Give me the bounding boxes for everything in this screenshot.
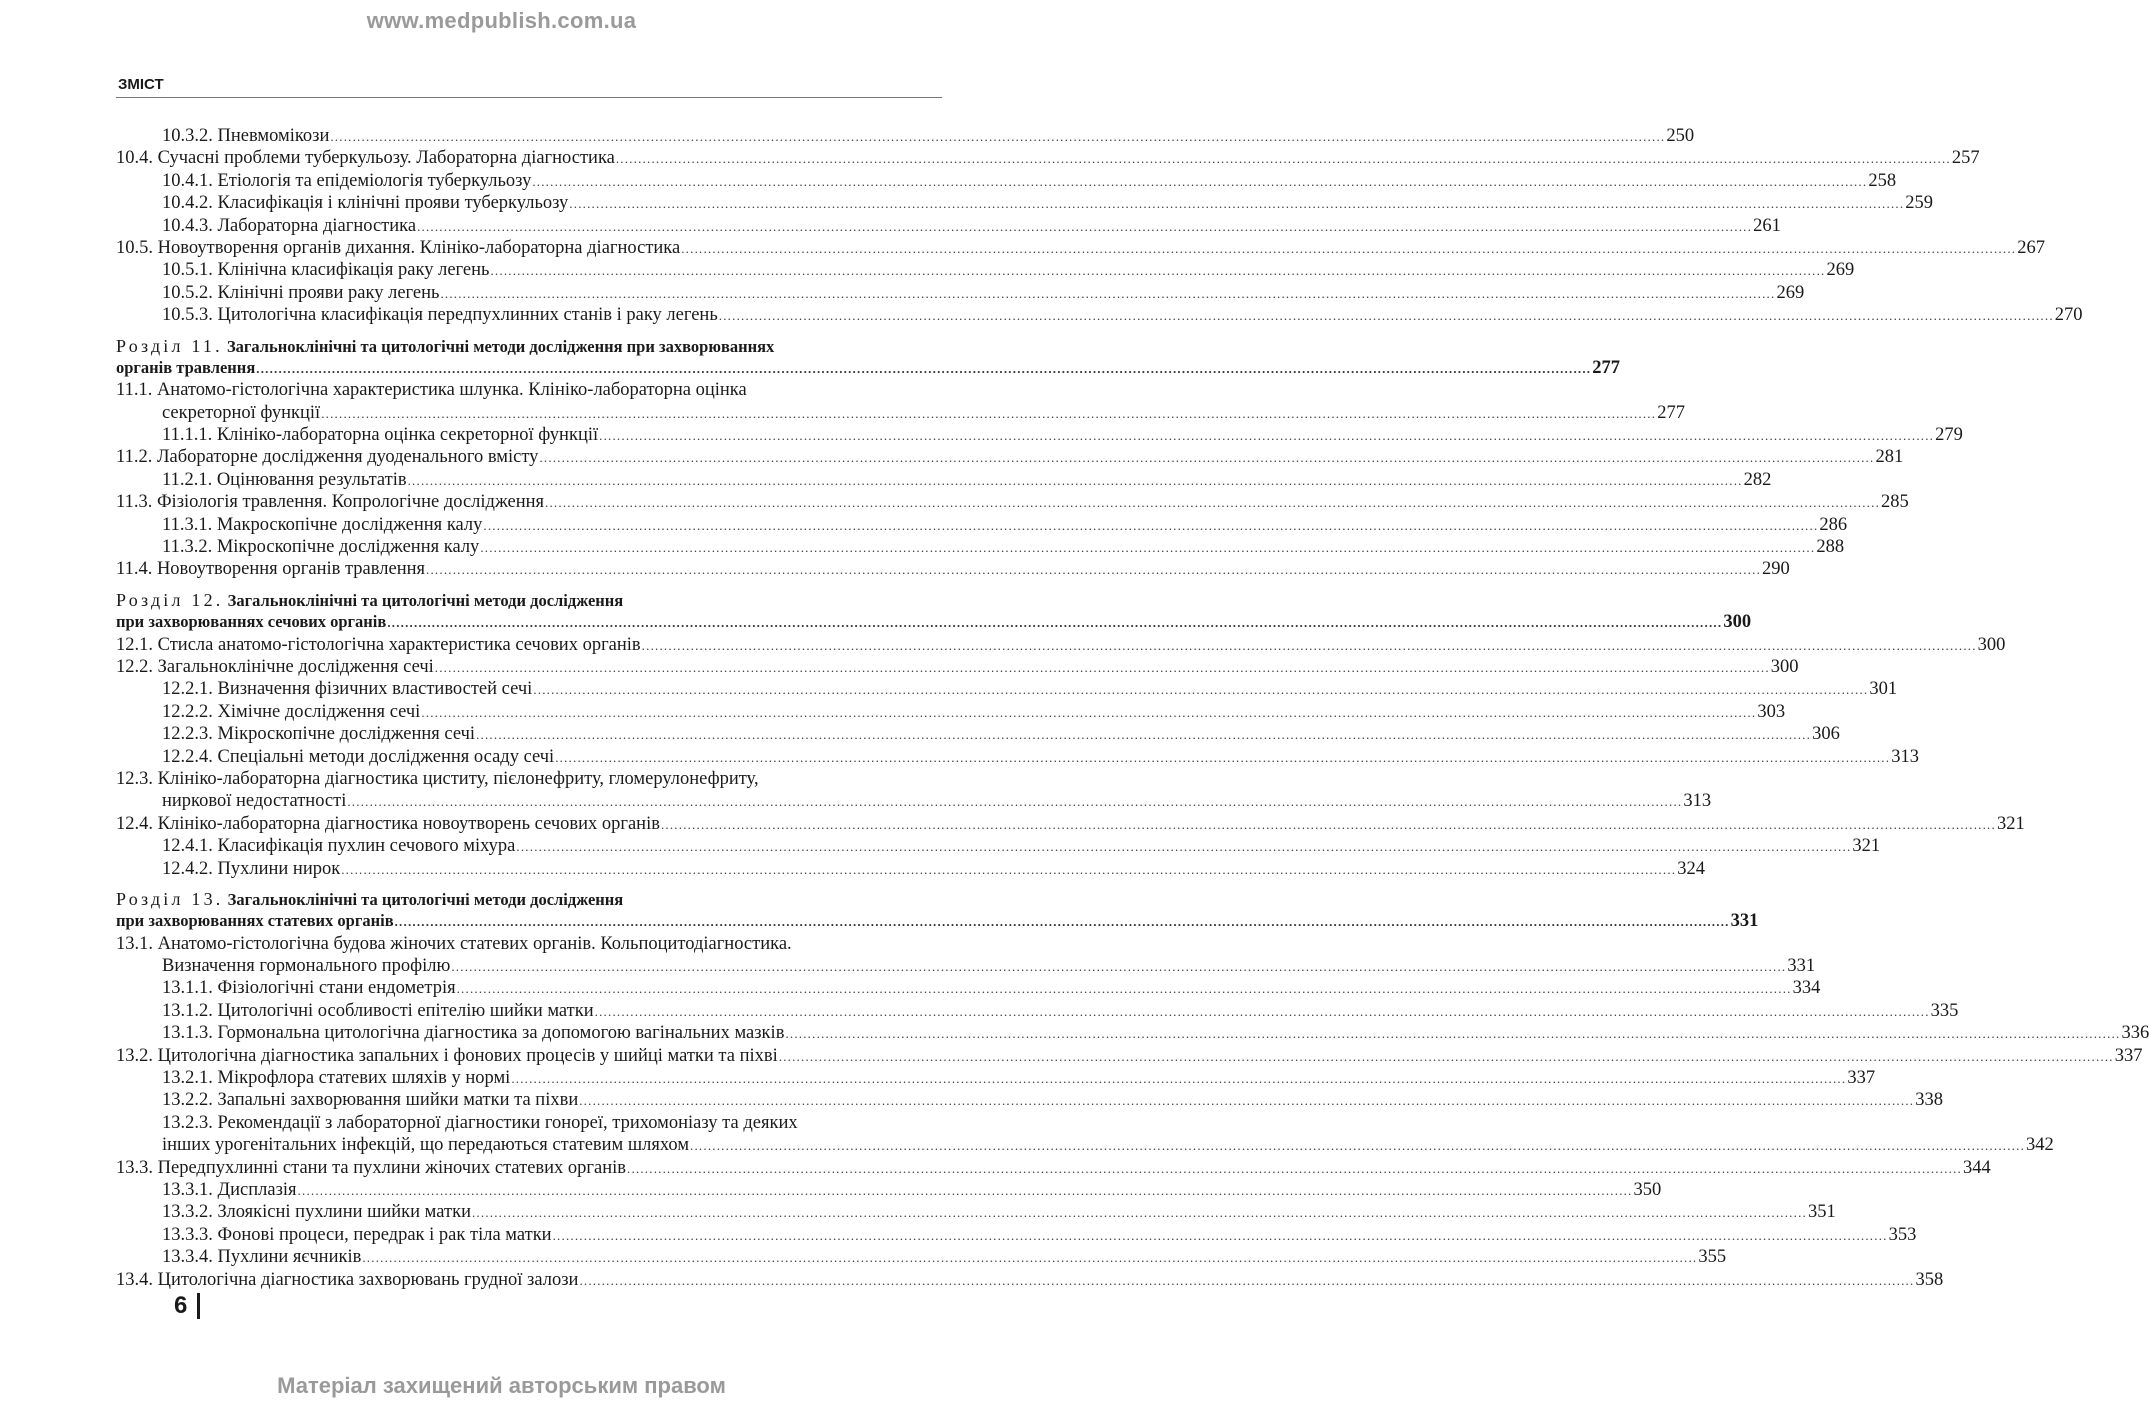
- toc-entry[interactable]: [116, 424, 1963, 446]
- toc-group-11: [116, 379, 1963, 581]
- toc-entry-label: 13.1.2. Цитологічні особливості епітелію шийки матки: [162, 1000, 594, 1021]
- toc-entry[interactable]: [116, 1089, 1943, 1111]
- leader-dots: ............................................................................................................................................................................................................................................................................................................: [476, 727, 1812, 743]
- section-header: ЗМІСТ: [118, 76, 164, 93]
- leader-dots: ............................................................................................................................................................................................................................................................................................................: [532, 173, 1868, 189]
- toc-entry-label: 13.2. Цитологічна діагностика запальних і фонових процесів у шийці матки та піхві: [116, 1045, 778, 1066]
- toc-entry[interactable]: [116, 259, 1855, 281]
- toc-entry-page: 313: [1891, 746, 1919, 767]
- chapter-title[interactable]: [116, 335, 944, 357]
- toc-entry[interactable]: [116, 1000, 1959, 1022]
- page-number: 6: [174, 1292, 188, 1319]
- toc-entry[interactable]: [116, 558, 1790, 580]
- toc-entry[interactable]: [116, 1246, 1727, 1268]
- leader-dots: ............................................................................................................................................................................................................................................................................................................: [615, 151, 1951, 167]
- chapter-title-line: Загальноклінічні та цитологічні методи дослідження при захворюваннях: [226, 336, 775, 356]
- leader-dots: ............................................................................................................................................................................................................................................................................................................: [569, 196, 1905, 212]
- toc-entry-page: 282: [1743, 469, 1772, 490]
- leader-dots: ............................................................................................................................................................................................................................................................................................................: [533, 682, 1869, 698]
- toc-entry-page: 269: [1826, 260, 1855, 281]
- toc-entry[interactable]: [116, 446, 1904, 468]
- toc-group-12: [116, 634, 2025, 880]
- leader-dots: ............................................................................................................................................................................................................................................................................................................: [341, 861, 1677, 877]
- leader-dots: ............................................................................................................................................................................................................................................................................................................: [451, 959, 1787, 975]
- toc-entry-page: 324: [1677, 858, 1705, 879]
- toc-entry-page: 290: [1762, 559, 1790, 580]
- toc-entry-label: інших урогенітальних інфекцій, що передаються статевим шляхом: [162, 1135, 690, 1156]
- leader-dots: ............................................................................................................................................................................................................................................................................................................: [490, 263, 1826, 279]
- toc-entry[interactable]: [116, 125, 1695, 147]
- toc-entry-page: 306: [1812, 724, 1840, 745]
- toc-entry-label: 13.3.3. Фонові процеси, передрак і рак тіла матки: [162, 1224, 552, 1245]
- toc-entry-page: 358: [1915, 1269, 1944, 1290]
- toc-entry-label: 10.3.2. Пневмомікози: [162, 126, 330, 146]
- leader-dots: ............................................................................................................................................................................................................................................................................................................: [456, 981, 1792, 997]
- leader-dots: ............................................................................................................................................................................................................................................................................................................: [297, 1182, 1633, 1198]
- toc-entry-label: 11.2. Лабораторне дослідження дуоденального вмісту: [116, 447, 539, 468]
- toc-entry[interactable]: [116, 634, 2006, 656]
- toc-entry-label: 11.3.2. Мікроскопічне дослідження калу: [162, 537, 480, 558]
- toc-entry[interactable]: [116, 1045, 2143, 1067]
- toc-entry-label: 11.4. Новоутворення органів травлення: [116, 559, 426, 580]
- leader-dots: ............................................................................................................................................................................................................................................................................................................: [256, 360, 1592, 376]
- toc-entry-label: 12.2. Загальноклінічне дослідження сечі: [116, 656, 434, 677]
- chapter-title[interactable]: [116, 888, 944, 910]
- toc-entry-page: 286: [1819, 514, 1848, 535]
- toc-entry[interactable]: [116, 1179, 1662, 1201]
- leader-dots: ............................................................................................................................................................................................................................................................................................................: [321, 405, 1657, 421]
- toc-entry[interactable]: [116, 1269, 1944, 1291]
- leader-dots: ............................................................................................................................................................................................................................................................................................................: [627, 1160, 1962, 1176]
- toc-entry-page: 337: [1847, 1068, 1876, 1089]
- toc-entry[interactable]: [116, 192, 1934, 214]
- toc-entry-label: 13.3.2. Злоякісні пухлини шийки матки: [162, 1202, 471, 1223]
- toc-entry-page: 258: [1868, 170, 1897, 191]
- toc-entry[interactable]: [116, 304, 2083, 326]
- toc-entry-label: 10.5.2. Клінічні прояви раку легень: [162, 282, 440, 303]
- chapter-title[interactable]: [116, 589, 944, 611]
- toc-entry-page: 303: [1757, 701, 1786, 722]
- toc-entry[interactable]: [116, 723, 1840, 745]
- toc-entry-label: 10.4.3. Лабораторна діагностика: [162, 215, 417, 236]
- toc-entry-page: 269: [1776, 282, 1805, 303]
- leader-dots: ............................................................................................................................................................................................................................................................................................................: [539, 450, 1875, 466]
- toc-entry-label: 10.4.1. Етіологія та епідеміологія туберкульозу: [162, 170, 532, 191]
- toc-entry-label: 10.5. Новоутворення органів дихання. Клініко-лабораторна діагностика: [116, 237, 681, 258]
- toc-entry-page: 301: [1869, 679, 1898, 700]
- toc-entry-label: 12.2.3. Мікроскопічне дослідження сечі: [162, 724, 476, 745]
- toc-entry-page: 279: [1935, 425, 1963, 446]
- toc-entry-label: 11.3. Фізіологія травлення. Копрологічне дослідження: [116, 492, 545, 513]
- toc-entry[interactable]: [116, 491, 1909, 513]
- leader-dots: ............................................................................................................................................................................................................................................................................................................: [347, 794, 1683, 810]
- leader-dots: ............................................................................................................................................................................................................................................................................................................: [434, 659, 1770, 675]
- toc-entry-page: 300: [1977, 634, 2006, 655]
- chapter-13: [116, 888, 1759, 933]
- toc-entry-page: 277: [1657, 402, 1685, 423]
- toc-entry-label: 13.3.4. Пухлини яєчників: [162, 1247, 362, 1268]
- toc-entry-page: 350: [1633, 1179, 1662, 1200]
- chapter-page: 277: [1592, 357, 1620, 378]
- toc-entry[interactable]: [116, 536, 1845, 558]
- toc-entry[interactable]: [116, 977, 1821, 999]
- chapter-title-line: Загальноклінічні та цитологічні методи дослідження: [227, 590, 624, 610]
- toc-entry-label: 11.3.1. Макроскопічне дослідження калу: [162, 514, 483, 535]
- toc-entry-page: 338: [1915, 1090, 1943, 1111]
- toc-entry-page: 300: [1770, 656, 1799, 677]
- toc-entry-multiline[interactable]: 13.2.3. Рекомендації з лабораторної діагностики гонореї, трихомоніазу та деяких: [162, 1112, 798, 1133]
- toc-entry-label: 12.4.2. Пухлини нирок: [162, 858, 341, 879]
- toc-entry-label: 13.3.1. Дисплазія: [162, 1179, 297, 1200]
- toc-entry-label: 12.2.4. Спеціальні методи дослідження осаду сечі: [162, 746, 555, 767]
- toc-entry[interactable]: [116, 1067, 1876, 1089]
- toc-entry-page: 267: [2017, 237, 2045, 258]
- toc-entry-page: 285: [1881, 492, 1909, 513]
- chapter-11: [116, 335, 1620, 380]
- toc-entry-page: 355: [1698, 1247, 1727, 1268]
- toc-entry[interactable]: [116, 813, 2025, 835]
- leader-dots: ............................................................................................................................................................................................................................................................................................................: [471, 1205, 1807, 1221]
- toc-entry-multiline[interactable]: 11.1. Анатомо-гістологічна характеристика шлунка. Клініко-лабораторна оцінка: [116, 380, 747, 401]
- toc-entry[interactable]: [116, 656, 1799, 678]
- toc-entry-page: 270: [2054, 305, 2083, 326]
- toc-entry[interactable]: [116, 514, 1848, 536]
- toc-entry-label: ниркової недостатності: [162, 791, 347, 812]
- toc-entry-page: 288: [1816, 537, 1845, 558]
- chapter-prefix: Розділ 11.: [116, 335, 223, 356]
- leader-dots: ............................................................................................................................................................................................................................................................................................................: [599, 428, 1935, 444]
- toc-entry-page: 351: [1807, 1202, 1836, 1223]
- toc-group-10: [116, 125, 2083, 327]
- leader-dots: ............................................................................................................................................................................................................................................................................................................: [483, 517, 1819, 533]
- leader-dots: ............................................................................................................................................................................................................................................................................................................: [516, 839, 1852, 855]
- toc-entry-page: 321: [1996, 813, 2025, 834]
- leader-dots: ............................................................................................................................................................................................................................................................................................................: [681, 240, 2017, 256]
- toc-entry-page: 331: [1787, 956, 1816, 977]
- leader-dots: ............................................................................................................................................................................................................................................................................................................: [407, 472, 1743, 488]
- toc-group-13: [116, 933, 2149, 1291]
- site-url: www.medpublish.com.ua: [366, 8, 637, 33]
- copyright-notice: Матеріал захищений авторським правом: [277, 1373, 726, 1398]
- toc-entry[interactable]: [116, 237, 2045, 259]
- toc-entry[interactable]: [116, 1022, 2149, 1044]
- toc-entry-label: 13.2.2. Запальні захворювання шийки матки та піхви: [162, 1090, 579, 1111]
- chapter-title-line: при захворюваннях сечових органів: [116, 612, 387, 632]
- chapter-12: [116, 589, 1752, 634]
- toc-entry-page: 353: [1888, 1224, 1917, 1245]
- toc-entry-label: 10.4. Сучасні проблеми туберкульозу. Лабораторна діагностика: [116, 148, 615, 169]
- leader-dots: ............................................................................................................................................................................................................................................................................................................: [579, 1093, 1915, 1109]
- toc-entry-page: 281: [1875, 447, 1904, 468]
- leader-dots: ............................................................................................................................................................................................................................................................................................................: [362, 1250, 1698, 1266]
- toc-entry[interactable]: [116, 746, 1919, 768]
- leader-dots: ............................................................................................................................................................................................................................................................................................................: [330, 129, 1666, 144]
- toc-entry-label: 13.1.1. Фізіологічні стани ендометрія: [162, 978, 456, 999]
- toc-entry-page: 337: [2114, 1045, 2143, 1066]
- leader-dots: ............................................................................................................................................................................................................................................................................................................: [690, 1138, 2026, 1154]
- toc-entry-page: 259: [1905, 193, 1934, 214]
- toc-entry-label: 13.2.1. Мікрофлора статевих шляхів у нормі: [162, 1068, 511, 1089]
- chapter-title-end[interactable]: [116, 611, 1752, 633]
- leader-dots: ............................................................................................................................................................................................................................................................................................................: [511, 1071, 1847, 1087]
- toc-entry-label: 13.1.3. Гормональна цитологічна діагностика за допомогою вагінальних мазків: [162, 1023, 785, 1044]
- toc-entry[interactable]: [116, 678, 1898, 700]
- toc-entry[interactable]: [116, 170, 1897, 192]
- toc-entry-label: 12.2.1. Визначення фізичних властивостей сечі: [162, 679, 533, 700]
- leader-dots: ............................................................................................................................................................................................................................................................................................................: [552, 1227, 1888, 1243]
- toc-entry-page: 334: [1792, 978, 1821, 999]
- toc-entry-label: 12.4. Клініко-лабораторна діагностика новоутворень сечових органів: [116, 813, 660, 834]
- leader-dots: ............................................................................................................................................................................................................................................................................................................: [660, 816, 1996, 832]
- toc-entry[interactable]: [116, 701, 1786, 723]
- toc-entry[interactable]: [116, 215, 1781, 237]
- toc-entry[interactable]: [116, 147, 1980, 169]
- toc-entry-label: 13.3. Передпухлинні стани та пухлини жіночих статевих органів: [116, 1157, 626, 1178]
- leader-dots: ............................................................................................................................................................................................................................................................................................................: [440, 285, 1776, 301]
- leader-dots: ............................................................................................................................................................................................................................................................................................................: [426, 562, 1762, 578]
- leader-dots: ............................................................................................................................................................................................................................................................................................................: [579, 1272, 1915, 1288]
- chapter-page: 300: [1723, 612, 1752, 633]
- toc-entry-page: 257: [1951, 148, 1980, 169]
- header-rule: [116, 97, 942, 98]
- toc-entry-page: 336: [2121, 1023, 2149, 1044]
- toc-entry[interactable]: [116, 790, 1712, 812]
- toc-entry[interactable]: [116, 469, 1772, 491]
- toc-entry-label: 10.5.1. Клінічна класифікація раку легень: [162, 260, 490, 281]
- leader-dots: ............................................................................................................................................................................................................................................................................................................: [718, 308, 2054, 324]
- toc-entry[interactable]: [116, 1134, 2054, 1156]
- toc-entry-label: 10.5.3. Цитологічна класифікація передпухлинних станів і раку легень: [162, 305, 718, 326]
- leader-dots: ............................................................................................................................................................................................................................................................................................................: [641, 637, 1977, 653]
- toc-entry-page: 335: [1930, 1000, 1959, 1021]
- chapter-title-end[interactable]: [116, 357, 1620, 379]
- chapter-prefix: Розділ 12.: [116, 589, 224, 610]
- chapter-title-line: органів травлення: [116, 357, 256, 377]
- toc-entry-label: 12.1. Стисла анатомо-гістологічна характеристика сечових органів: [116, 634, 641, 655]
- toc-entry[interactable]: [116, 402, 1685, 424]
- chapter-prefix: Розділ 13.: [116, 888, 224, 909]
- chapter-title-end[interactable]: [116, 910, 1759, 932]
- leader-dots: ............................................................................................................................................................................................................................................................................................................: [785, 1026, 2121, 1042]
- leader-dots: ............................................................................................................................................................................................................................................................................................................: [594, 1003, 1930, 1019]
- chapter-page: 331: [1730, 911, 1759, 932]
- toc-entry-page: 250: [1666, 126, 1695, 146]
- toc-entry-multiline[interactable]: 12.3. Клініко-лабораторна діагностика циститу, пієлонефриту, гломерулонефриту,: [116, 768, 759, 789]
- toc-entry[interactable]: [116, 1157, 1991, 1179]
- leader-dots: ............................................................................................................................................................................................................................................................................................................: [545, 495, 1881, 511]
- leader-dots: ............................................................................................................................................................................................................................................................................................................: [421, 704, 1757, 720]
- toc-entry-page: 344: [1963, 1157, 1991, 1178]
- toc-entry-page: 261: [1753, 215, 1781, 236]
- toc-entry[interactable]: [116, 835, 1881, 857]
- toc-entry[interactable]: [116, 1224, 1917, 1246]
- toc-entry-multiline[interactable]: 13.1. Анатомо-гістологічна будова жіночих статевих органів. Кольпоцитодіагностика.: [116, 933, 792, 954]
- toc-entry-label: 11.1.1. Клініко-лабораторна оцінка секреторної функції: [162, 425, 599, 446]
- toc-entry-label: 10.4.2. Класифікація і клінічні прояви туберкульозу: [162, 193, 569, 214]
- toc-entry-label: 12.2.2. Хімічне дослідження сечі: [162, 701, 421, 722]
- leader-dots: ............................................................................................................................................................................................................................................................................................................: [778, 1048, 2114, 1064]
- toc-entry-page: 313: [1683, 791, 1712, 812]
- page-number-bar: [197, 1293, 200, 1319]
- leader-dots: ............................................................................................................................................................................................................................................................................................................: [387, 615, 1723, 631]
- table-of-contents: [116, 125, 2149, 1291]
- leader-dots: ............................................................................................................................................................................................................................................................................................................: [480, 540, 1816, 556]
- toc-entry[interactable]: [116, 955, 1816, 977]
- leader-dots: ............................................................................................................................................................................................................................................................................................................: [555, 749, 1891, 765]
- toc-entry-label: секреторної функції: [162, 402, 321, 423]
- leader-dots: ............................................................................................................................................................................................................................................................................................................: [417, 218, 1753, 234]
- toc-entry-page: 342: [2026, 1135, 2054, 1156]
- toc-entry[interactable]: [116, 282, 1805, 304]
- toc-entry-page: 321: [1852, 836, 1881, 857]
- leader-dots: ............................................................................................................................................................................................................................................................................................................: [394, 914, 1730, 930]
- toc-entry-label: Визначення гормонального профілю: [162, 956, 451, 977]
- toc-entry-label: 11.2.1. Оцінювання результатів: [162, 469, 407, 490]
- toc-entry[interactable]: [116, 858, 1705, 880]
- chapter-title-line: при захворюваннях статевих органів: [116, 911, 394, 931]
- toc-entry-label: 12.4.1. Класифікація пухлин сечового міхура: [162, 836, 516, 857]
- toc-entry-label: 13.4. Цитологічна діагностика захворювань грудної залози: [116, 1269, 579, 1290]
- toc-entry[interactable]: [116, 1201, 1836, 1223]
- chapter-title-line: Загальноклінічні та цитологічні методи дослідження: [227, 889, 624, 909]
